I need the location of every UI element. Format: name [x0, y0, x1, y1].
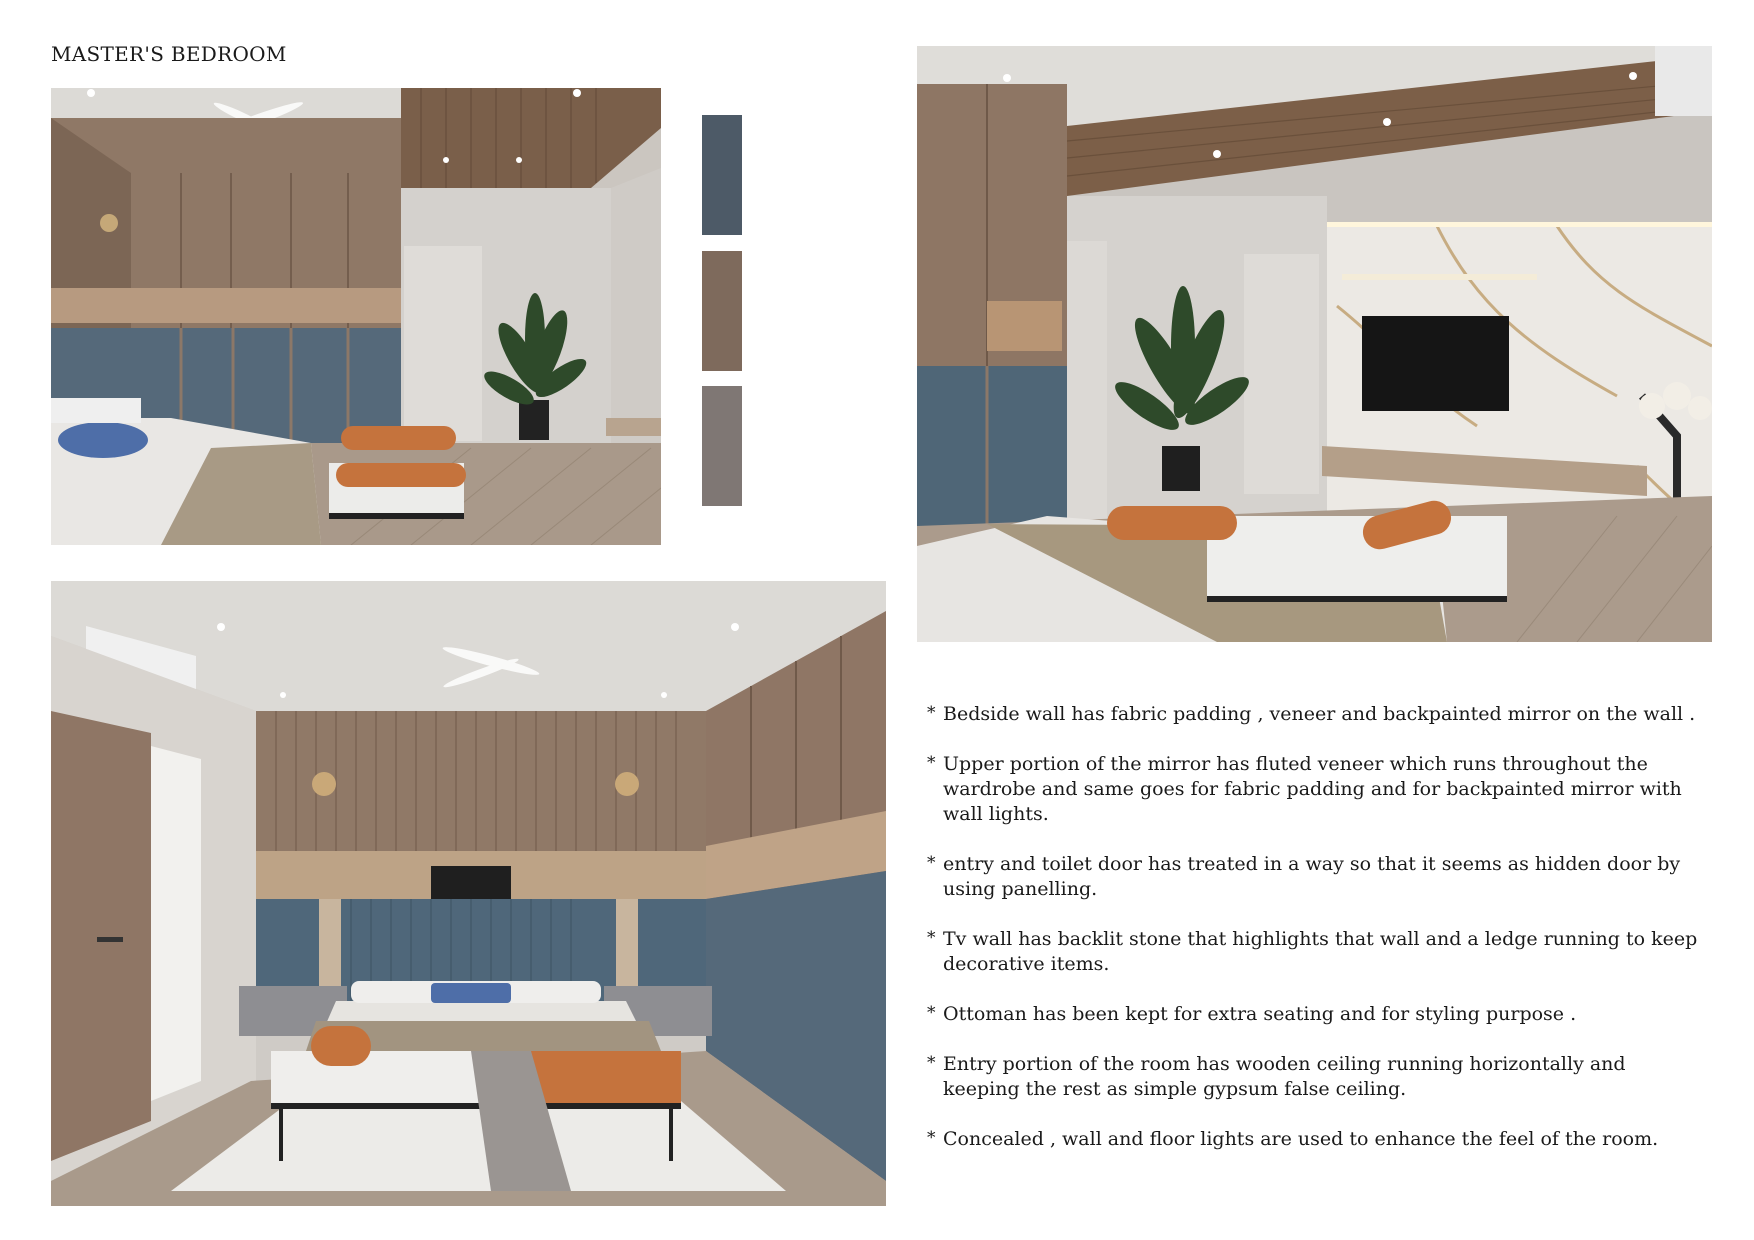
note-item: * entry and toilet door has treated in a way so that it seems as hidden door by using panelling. [927, 852, 1707, 902]
color-swatch-walnut-brown [702, 251, 742, 371]
page-title: MASTER'S BEDROOM [51, 42, 287, 66]
render-entry-view [51, 88, 661, 545]
note-item: * Ottoman has been kept for extra seating and for styling purpose . [927, 1002, 1707, 1027]
note-item: * Upper portion of the mirror has fluted veneer which runs throughout the wardrobe and same goes for fabric padding and for backpainted mirror with wall lights. [927, 752, 1707, 827]
note-item: * Tv wall has backlit stone that highlights that wall and a ledge running to keep decorative items. [927, 927, 1707, 977]
design-notes-list [927, 702, 1707, 1177]
render-headboard-view [51, 581, 886, 1206]
note-item: * Entry portion of the room has wooden ceiling running horizontally and keeping the rest as simple gypsum false ceiling. [927, 1052, 1707, 1102]
render-tv-wall-view [917, 46, 1712, 642]
color-swatch-slate-blue [702, 115, 742, 235]
color-swatch-warm-grey [702, 386, 742, 506]
note-item: * Concealed , wall and floor lights are used to enhance the feel of the room. [927, 1127, 1707, 1152]
note-item: * Bedside wall has fabric padding , veneer and backpainted mirror on the wall . [927, 702, 1707, 727]
